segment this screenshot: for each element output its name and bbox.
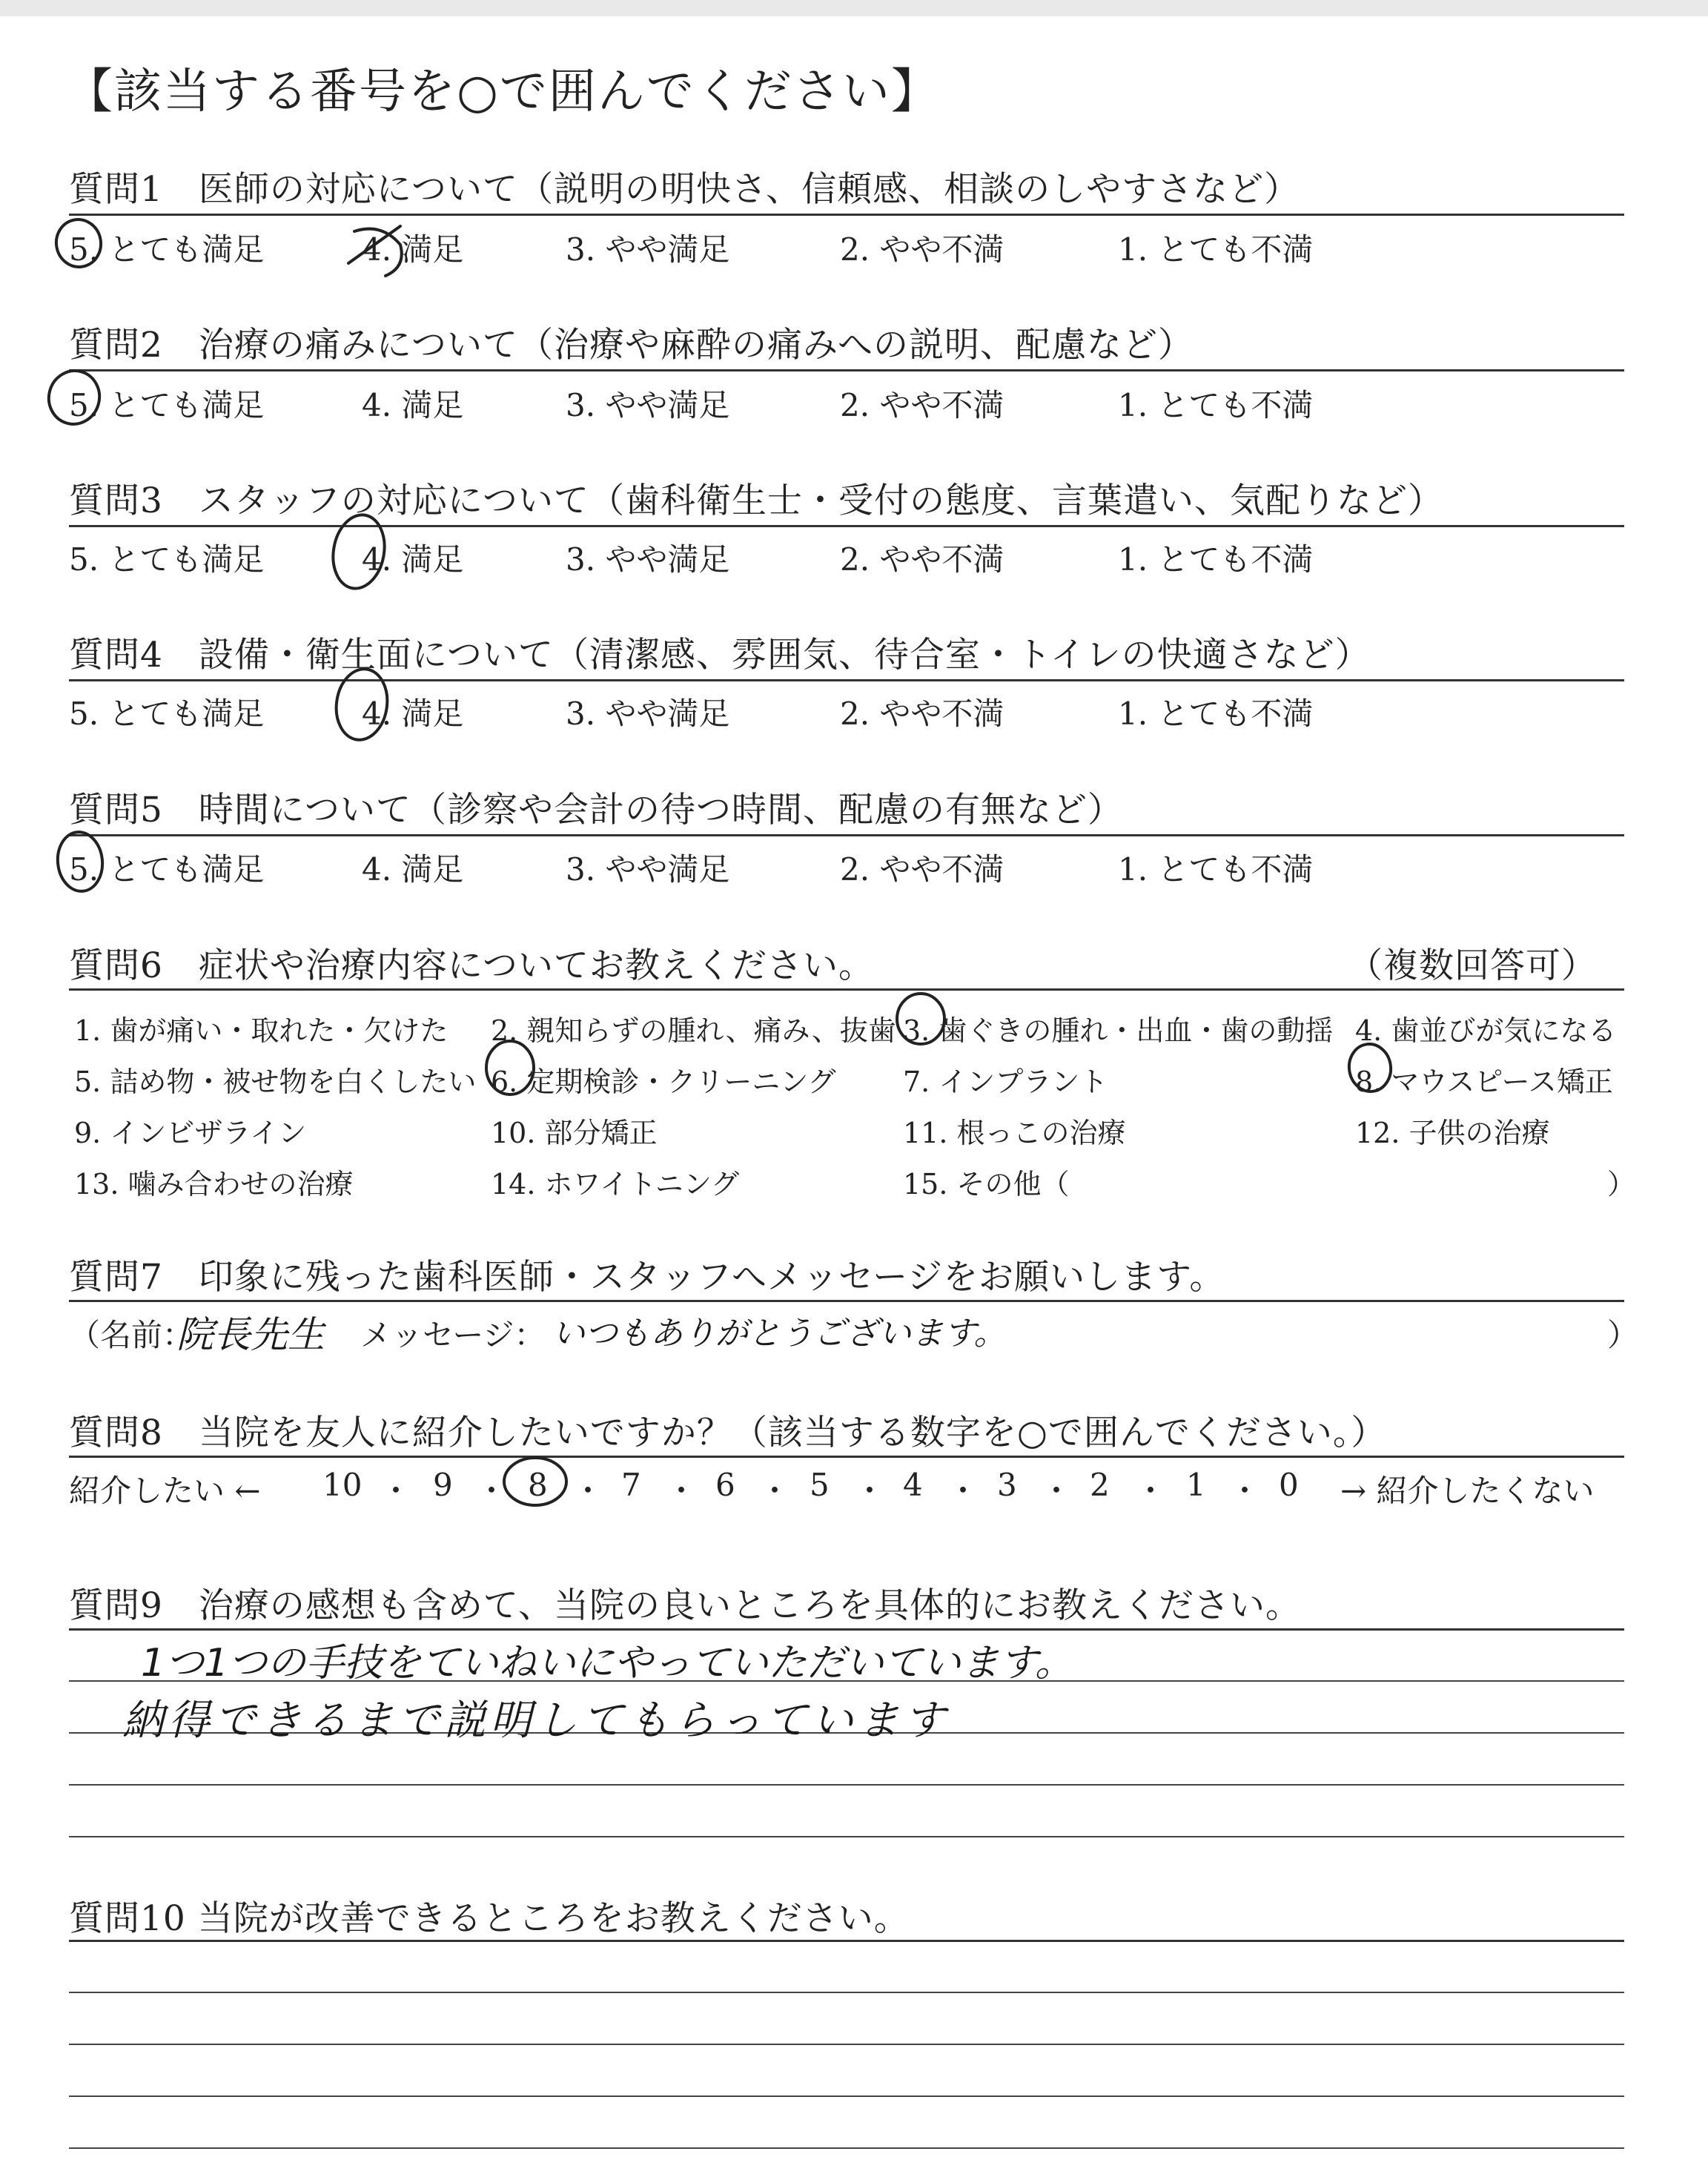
q2-option-4[interactable]: 4. 満足: [362, 387, 464, 423]
q2-rule: [69, 369, 1624, 371]
q10-answer-line: [69, 2095, 1624, 2097]
q8-dot: ・: [854, 1473, 886, 1509]
q5-option-3[interactable]: 3. やや満足: [566, 851, 730, 888]
q6-option-10[interactable]: 10. 部分矯正: [491, 1117, 658, 1149]
q8-scale-8[interactable]: 8: [528, 1467, 548, 1503]
q8-dot: ・: [1041, 1473, 1073, 1509]
q5-option-5[interactable]: 5. とても満足: [69, 851, 265, 888]
q7-message-handwriting[interactable]: いつもありがとうございます。: [552, 1315, 1007, 1353]
q9-title: 質問9 治療の感想も含めて、当院の良いところを具体的にお教えください。: [69, 1585, 1301, 1626]
q6-option-5[interactable]: 5. 詰め物・被せ物を白くしたい: [74, 1066, 477, 1098]
q3-option-1[interactable]: 1. とても不満: [1118, 541, 1314, 578]
q5-option-4[interactable]: 4. 満足: [362, 851, 464, 888]
q4-title: 質問4 設備・衛生面について（清潔感、雰囲気、待合室・トイレの快適さなど）: [69, 635, 1371, 676]
q7-title: 質問7 印象に残った歯科医師・スタッフへメッセージをお願いします。: [69, 1257, 1225, 1298]
q7-name-label: （名前：: [69, 1317, 194, 1353]
q5-option-1[interactable]: 1. とても不満: [1118, 851, 1314, 888]
q4-option-4[interactable]: 4. 満足: [362, 696, 464, 732]
scan-top-edge: [0, 0, 1708, 16]
q9-answer-line: [69, 1836, 1624, 1837]
q8-dot: ・: [476, 1473, 508, 1509]
q4-option-1[interactable]: 1. とても不満: [1118, 696, 1314, 732]
q8-scale-9[interactable]: 9: [433, 1467, 453, 1503]
q9-answer-line: [69, 1784, 1624, 1786]
q8-dot: ・: [1135, 1473, 1167, 1509]
q7-message-label: メッセージ：: [360, 1317, 546, 1353]
q8-right-label: → 紹介したくない: [1340, 1473, 1595, 1509]
q8-rule: [69, 1456, 1624, 1458]
q6-note: （複数回答可）: [1348, 945, 1597, 986]
q8-dot: ・: [572, 1473, 604, 1509]
q5-rule: [69, 834, 1624, 836]
q9-answer-handwriting-1[interactable]: 1つ1つの手技をていねいにやっていただいています。: [141, 1641, 1074, 1685]
q6-option-9[interactable]: 9. インビザライン: [74, 1117, 307, 1149]
q2-title: 質問2 治療の痛みについて（治療や麻酔の痛みへの説明、配慮など）: [69, 325, 1194, 366]
q2-option-2[interactable]: 2. やや不満: [840, 387, 1004, 423]
q6-option-3[interactable]: 3. 歯ぐきの腫れ・出血・歯の動揺: [903, 1014, 1334, 1047]
q6-option-12[interactable]: 12. 子供の治療: [1355, 1117, 1550, 1149]
q10-title: 質問10 当院が改善できるところをお教えください。: [69, 1898, 910, 1939]
q3-option-4[interactable]: 4. 満足: [362, 541, 464, 578]
q1-title: 質問1 医師の対応について（説明の明快さ、信頼感、相談のしやすさなど）: [69, 169, 1300, 210]
q8-scale-1[interactable]: 1: [1186, 1467, 1206, 1503]
q6-option-7[interactable]: 7. インプラント: [903, 1066, 1108, 1098]
q1-option-4[interactable]: 4. 満足: [362, 231, 464, 268]
q2-option-3[interactable]: 3. やや満足: [566, 387, 730, 423]
q4-option-3[interactable]: 3. やや満足: [566, 696, 730, 732]
q8-scale-3[interactable]: 3: [997, 1467, 1017, 1503]
q2-option-5[interactable]: 5. とても満足: [69, 387, 265, 423]
q7-name-handwriting[interactable]: 院長先生: [176, 1313, 325, 1356]
page-heading: 【該当する番号を○で囲んでください】: [65, 65, 940, 119]
q8-scale-0[interactable]: 0: [1279, 1467, 1299, 1503]
q3-option-5[interactable]: 5. とても満足: [69, 541, 265, 578]
q7-close-paren: ）: [1607, 1317, 1639, 1353]
q6-option-14[interactable]: 14. ホワイトニング: [491, 1168, 740, 1200]
q6-option-6[interactable]: 6. 定期検診・クリーニング: [491, 1066, 836, 1098]
q8-scale-5[interactable]: 5: [810, 1467, 830, 1503]
q8-scale-4[interactable]: 4: [903, 1467, 923, 1503]
q6-option-15[interactable]: 15. その他（: [903, 1168, 1070, 1200]
q8-left-label: 紹介したい ←: [69, 1473, 261, 1509]
q6-option-8[interactable]: 8. マウスピース矯正: [1355, 1066, 1613, 1098]
q8-scale-7[interactable]: 7: [621, 1467, 641, 1503]
q8-dot: ・: [759, 1473, 791, 1509]
q8-dot: ・: [1229, 1473, 1261, 1509]
q6-option-13[interactable]: 13. 噛み合わせの治療: [74, 1168, 354, 1200]
q1-option-1[interactable]: 1. とても不満: [1118, 231, 1314, 268]
q8-title: 質問8 当院を友人に紹介したいですか？（該当する数字を○で囲んでください。）: [69, 1413, 1387, 1453]
q4-rule: [69, 679, 1624, 681]
q1-option-2[interactable]: 2. やや不満: [840, 231, 1004, 268]
q5-option-2[interactable]: 2. やや不満: [840, 851, 1004, 888]
q8-scale-2[interactable]: 2: [1090, 1467, 1110, 1503]
q10-rule: [69, 1940, 1624, 1942]
q6-option-1[interactable]: 1. 歯が痛い・取れた・欠けた: [74, 1014, 448, 1047]
q3-option-3[interactable]: 3. やや満足: [566, 541, 730, 578]
q9-answer-handwriting-2[interactable]: 納得できるまで説明してもらっています: [122, 1697, 950, 1745]
q10-answer-line: [69, 2044, 1624, 2045]
q8-dot: ・: [380, 1473, 412, 1509]
q1-rule: [69, 214, 1624, 216]
q1-option-3[interactable]: 3. やや満足: [566, 231, 730, 268]
q7-rule: [69, 1300, 1624, 1302]
q2-option-1[interactable]: 1. とても不満: [1118, 387, 1314, 423]
q6-option-15-close: ）: [1607, 1168, 1636, 1200]
q6-rule: [69, 988, 1624, 991]
q4-option-2[interactable]: 2. やや不満: [840, 696, 1004, 732]
q6-option-11[interactable]: 11. 根っこの治療: [903, 1117, 1126, 1149]
q3-title: 質問3 スタッフの対応について（歯科衛生士・受付の態度、言葉遣い、気配りなど）: [69, 480, 1443, 521]
q3-option-2[interactable]: 2. やや不満: [840, 541, 1004, 578]
q4-option-5[interactable]: 5. とても満足: [69, 696, 265, 732]
q8-scale-10[interactable]: 10: [322, 1467, 363, 1503]
q9-rule: [69, 1628, 1624, 1631]
q8-scale-6[interactable]: 6: [715, 1467, 735, 1503]
q6-title: 質問6 症状や治療内容についてお教えください。: [69, 945, 874, 986]
q3-rule: [69, 525, 1624, 527]
q5-title: 質問5 時間について（診察や会計の待つ時間、配慮の有無など）: [69, 790, 1123, 830]
q6-option-4[interactable]: 4. 歯並びが気になる: [1355, 1014, 1617, 1047]
q1-option-5[interactable]: 5. とても満足: [69, 231, 265, 268]
q10-answer-line: [69, 1992, 1624, 1993]
q10-answer-line: [69, 2147, 1624, 2149]
q8-dot: ・: [947, 1473, 979, 1509]
q8-dot: ・: [666, 1473, 698, 1509]
q6-option-2[interactable]: 2. 親知らずの腫れ、痛み、抜歯: [491, 1014, 896, 1047]
